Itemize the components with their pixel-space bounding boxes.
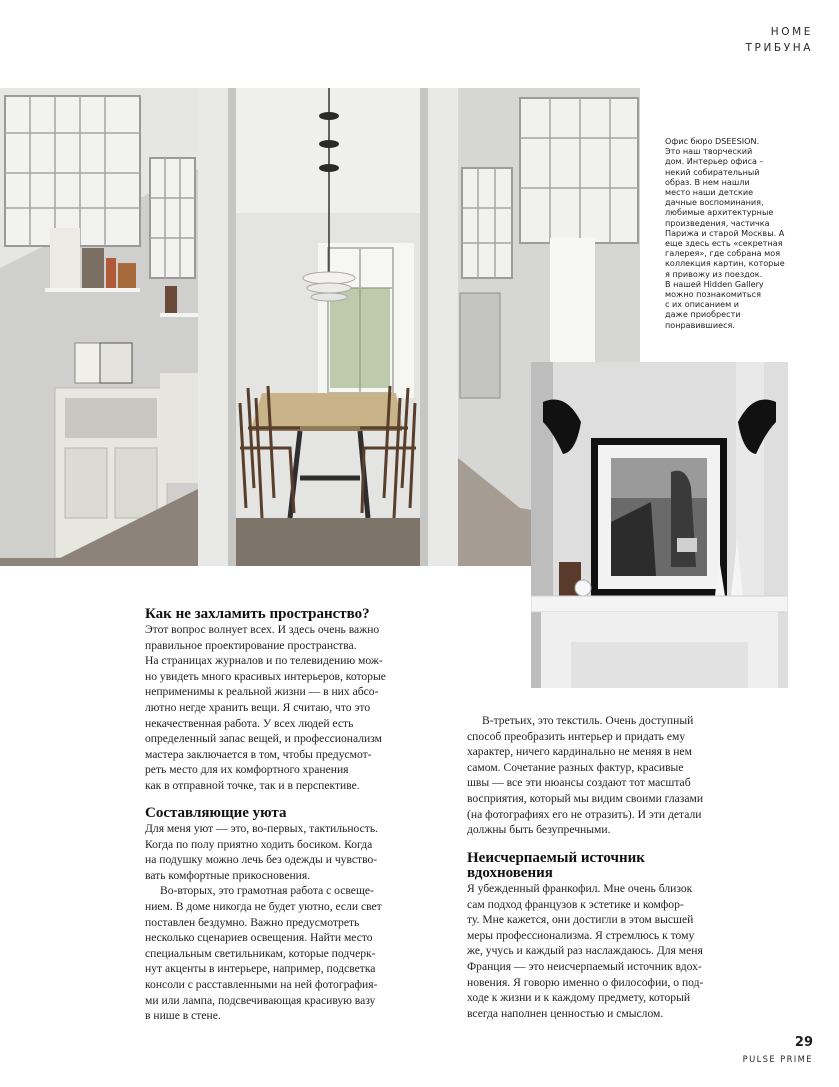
section-title: Как не захламить пространство? [145, 606, 370, 622]
section-paragraph: Для меня уют — это, во-первых, тактильность. Когда по полу приятно ходить босиком. Когда на подушку можно лечь без одежды и чувство- вать комфортные прикосновения. [145, 822, 379, 882]
section-coziness [145, 806, 425, 1024]
subsection-label: ТРИБУНА [745, 42, 813, 54]
fireplace-photo [531, 362, 788, 688]
section-declutter [145, 607, 425, 794]
photo-caption: Офис бюро DSEESION. Это наш творческий дом. Интерьер офиса – некий собирательный образ. В нем нашли место наши детские дачные воспоминания, любимые архитектурные произведения, частичка Парижа и старой Москвы. А еще здесь есть «секретная галерея», где собрана моя коллекция картин, которые я привожу из поездок. В нашей Hidden Gallery можно познакомиться с их описанием и даже приобрести понравившиеся. [665, 136, 785, 330]
section-paragraph: Этот вопрос волнует всех. И здесь очень важно правильное проектирование пространства. На страницах журналов и по телевидению мож- но увидеть много красивых интерьеров, которые неприменимы к реальной жизни — в них абсо- лютно негде хранить вещи. Я считаю, что это некачественная работа. У всех людей есть определенный запас вещей, и профессионализм мастера заключается в том, чтобы предусмот- реть место для их комфортного хранения как в отправной точке, так и в перспективе. [145, 623, 386, 792]
section-paragraph: Во-вторых, это грамотная работа с освеще- нием. В доме никогда не будет уютно, если свет поставлен бездумно. Важно предусмотреть несколько сценариев освещения. Найти место специальным светильникам, которые подчерк- нут акценты в интерьере, например, подсветка консоли с расставленными на ней фотография- ми или лампа, подсвечивающая красивую вазу в нише в стене. [145, 884, 382, 1023]
section-paragraph: В-третьих, это текстиль. Очень доступный способ преобразить интерьер и придать ему характер, ничего кардинально не меняя в нем самом. Сочетание разных фактур, красивые швы — все эти нюансы создают тот масштаб восприятия, который мы видим своими глазами (на фотографиях его не отразить). И эти детали должны быть безупречными. [467, 714, 704, 837]
section-title: Неисчерпаемый источник вдохновения [467, 850, 645, 881]
section-inspiration [467, 851, 752, 1021]
section-label: HOME [770, 26, 813, 38]
page-number: 29 [794, 1035, 813, 1050]
section-textile [467, 713, 752, 838]
section-title: Составляющие уюта [145, 805, 287, 821]
section-paragraph: Я убежденный франкофил. Мне очень близок сам подход французов к эстетике и комфор- ту. Мне кажется, они достигли в этом высшей меры профессионализма. Я стремлюсь к тому же, учусь и каждый раз наслаждаюсь. Для меня Франция — это неисчерпаемый источник вдох- новения. Я говорю именно о философии, о под- ходе к жизни и к каждому предмету, который всегда наполнен ценностью и смыслом. [467, 882, 704, 1020]
section-header [746, 24, 813, 56]
magazine-name: PULSE PRIME [742, 1054, 813, 1064]
